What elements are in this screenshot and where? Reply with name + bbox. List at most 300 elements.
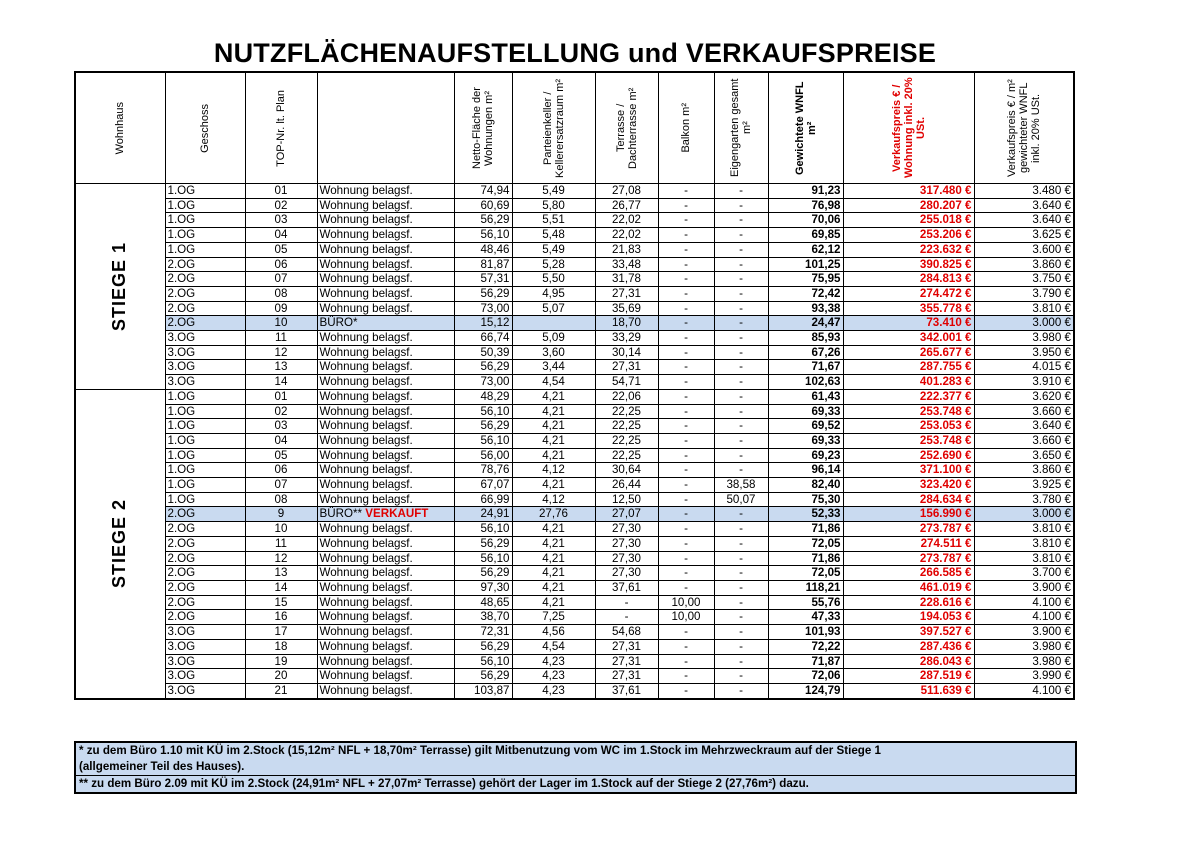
- bezeichnung-cell: [317, 536, 454, 551]
- bezeichnung-text: Wohnung belagsf.: [319, 242, 413, 256]
- keller-cell: 4,21: [512, 478, 595, 493]
- bezeichnung-cell: [317, 580, 454, 595]
- preis-m2-cell: 3.640 €: [974, 419, 1074, 434]
- geschoss-cell: 2.OG: [165, 610, 245, 625]
- header-wohnhaus: Wohnhaus: [75, 72, 165, 184]
- wnfl-cell: 70,06: [768, 213, 843, 228]
- table-row: [75, 639, 1074, 654]
- wnfl-cell: 96,14: [768, 463, 843, 478]
- garten-cell: -: [714, 419, 768, 434]
- geschoss-cell: 1.OG: [165, 404, 245, 419]
- wnfl-cell: 93,38: [768, 301, 843, 316]
- header-balkon: Balkon m²: [658, 72, 714, 184]
- bezeichnung-cell: [317, 257, 454, 272]
- preis-m2-cell: 4.100 €: [974, 595, 1074, 610]
- preis-m2-cell: 3.950 €: [974, 345, 1074, 360]
- wnfl-cell: 71,67: [768, 360, 843, 375]
- terrasse-cell: 27,30: [595, 536, 658, 551]
- top-cell: 10: [245, 522, 317, 537]
- stiege-name: STIEGE 1: [109, 241, 130, 331]
- netto-cell: 67,07: [454, 478, 512, 493]
- table-row: [75, 448, 1074, 463]
- terrasse-cell: 27,31: [595, 669, 658, 684]
- table-row: [75, 536, 1074, 551]
- bezeichnung-cell: [317, 654, 454, 669]
- table-row: [75, 566, 1074, 581]
- keller-cell: 5,07: [512, 301, 595, 316]
- geschoss-cell: 3.OG: [165, 669, 245, 684]
- preis-m2-cell: 3.900 €: [974, 625, 1074, 640]
- garten-cell: -: [714, 213, 768, 228]
- top-cell: 06: [245, 463, 317, 478]
- kaufpreis-cell: 390.825 €: [843, 257, 974, 272]
- header-netto: Netto-Fläche der Wohnungen m²: [454, 72, 512, 184]
- balkon-cell: 10,00: [658, 595, 714, 610]
- geschoss-cell: 3.OG: [165, 375, 245, 390]
- bezeichnung-cell: [317, 286, 454, 301]
- kaufpreis-cell: 228.616 €: [843, 595, 974, 610]
- preis-m2-cell: 3.810 €: [974, 536, 1074, 551]
- keller-cell: 4,54: [512, 375, 595, 390]
- top-cell: 06: [245, 257, 317, 272]
- preis-m2-cell: 3.980 €: [974, 331, 1074, 346]
- geschoss-cell: 1.OG: [165, 184, 245, 199]
- netto-cell: 56,29: [454, 639, 512, 654]
- keller-cell: 4,21: [512, 404, 595, 419]
- bezeichnung-text: Wohnung belagsf.: [319, 580, 413, 594]
- bezeichnung-cell: [317, 595, 454, 610]
- top-cell: 07: [245, 272, 317, 287]
- table-row: [75, 198, 1074, 213]
- terrasse-cell: 22,02: [595, 213, 658, 228]
- table-row: [75, 184, 1074, 199]
- kaufpreis-cell: 274.511 €: [843, 536, 974, 551]
- preis-m2-cell: 3.000 €: [974, 316, 1074, 331]
- header-keller: Parteienkeller / Kellerersatzraum m²: [512, 72, 595, 184]
- netto-cell: 66,99: [454, 492, 512, 507]
- preis-m2-cell: 3.640 €: [974, 213, 1074, 228]
- top-cell: 19: [245, 654, 317, 669]
- bezeichnung-text: BÜRO**: [319, 507, 363, 521]
- preis-m2-cell: 3.660 €: [974, 433, 1074, 448]
- balkon-cell: -: [658, 286, 714, 301]
- kaufpreis-cell: 253.748 €: [843, 433, 974, 448]
- top-cell: 16: [245, 610, 317, 625]
- header-row: [75, 72, 1074, 184]
- keller-cell: 4,54: [512, 639, 595, 654]
- bezeichnung-cell: [317, 404, 454, 419]
- preis-m2-cell: 3.860 €: [974, 257, 1074, 272]
- netto-cell: 24,91: [454, 507, 512, 522]
- terrasse-cell: 22,25: [595, 404, 658, 419]
- geschoss-cell: 3.OG: [165, 639, 245, 654]
- geschoss-cell: 2.OG: [165, 522, 245, 537]
- netto-cell: 78,76: [454, 463, 512, 478]
- bezeichnung-text: Wohnung belagsf.: [319, 198, 413, 212]
- kaufpreis-cell: 284.634 €: [843, 492, 974, 507]
- terrasse-cell: 33,48: [595, 257, 658, 272]
- kaufpreis-cell: 287.436 €: [843, 639, 974, 654]
- header-kaufpreis: Verkaufspreis € / Wohnung inkl. 20% USt.: [843, 72, 974, 184]
- balkon-cell: -: [658, 507, 714, 522]
- top-cell: 01: [245, 389, 317, 404]
- terrasse-cell: 22,06: [595, 389, 658, 404]
- bezeichnung-cell: [317, 375, 454, 390]
- wnfl-cell: 72,22: [768, 639, 843, 654]
- garten-cell: -: [714, 580, 768, 595]
- top-cell: 04: [245, 228, 317, 243]
- terrasse-cell: 54,71: [595, 375, 658, 390]
- header-bezeichnung: [317, 72, 454, 184]
- terrasse-cell: 35,69: [595, 301, 658, 316]
- table-row: [75, 404, 1074, 419]
- table-row: [75, 316, 1074, 331]
- preis-m2-cell: 3.810 €: [974, 551, 1074, 566]
- kaufpreis-cell: 274.472 €: [843, 286, 974, 301]
- keller-cell: [512, 316, 595, 331]
- table-row: [75, 286, 1074, 301]
- table-row: [75, 228, 1074, 243]
- preis-m2-cell: 3.910 €: [974, 375, 1074, 390]
- balkon-cell: -: [658, 492, 714, 507]
- keller-cell: 5,50: [512, 272, 595, 287]
- top-cell: 03: [245, 419, 317, 434]
- netto-cell: 72,31: [454, 625, 512, 640]
- terrasse-cell: 27,31: [595, 639, 658, 654]
- table-row: [75, 331, 1074, 346]
- bezeichnung-cell: [317, 492, 454, 507]
- bezeichnung-text: BÜRO*: [319, 316, 358, 330]
- wnfl-cell: 118,21: [768, 580, 843, 595]
- balkon-cell: -: [658, 389, 714, 404]
- kaufpreis-cell: 401.283 €: [843, 375, 974, 390]
- garten-cell: -: [714, 654, 768, 669]
- garten-cell: -: [714, 463, 768, 478]
- header-top: TOP-Nr. lt. Plan: [245, 72, 317, 184]
- top-cell: 13: [245, 566, 317, 581]
- wnfl-cell: 72,06: [768, 669, 843, 684]
- bezeichnung-cell: [317, 610, 454, 625]
- terrasse-cell: 27,30: [595, 566, 658, 581]
- terrasse-cell: 33,29: [595, 331, 658, 346]
- netto-cell: 103,87: [454, 683, 512, 698]
- netto-cell: 56,29: [454, 536, 512, 551]
- top-cell: 08: [245, 286, 317, 301]
- garten-cell: -: [714, 595, 768, 610]
- bezeichnung-text: Wohnung belagsf.: [319, 463, 413, 477]
- preis-m2-cell: 3.000 €: [974, 507, 1074, 522]
- terrasse-cell: 22,25: [595, 419, 658, 434]
- geschoss-cell: 2.OG: [165, 595, 245, 610]
- geschoss-cell: 2.OG: [165, 580, 245, 595]
- wnfl-cell: 71,86: [768, 551, 843, 566]
- kaufpreis-cell: 287.755 €: [843, 360, 974, 375]
- garten-cell: -: [714, 198, 768, 213]
- netto-cell: 81,87: [454, 257, 512, 272]
- garten-cell: -: [714, 522, 768, 537]
- garten-cell: -: [714, 433, 768, 448]
- wnfl-cell: 69,33: [768, 404, 843, 419]
- bezeichnung-cell: [317, 198, 454, 213]
- geschoss-cell: 1.OG: [165, 463, 245, 478]
- bezeichnung-cell: [317, 522, 454, 537]
- top-cell: 09: [245, 301, 317, 316]
- garten-cell: -: [714, 551, 768, 566]
- terrasse-cell: 22,02: [595, 228, 658, 243]
- table-row: [75, 551, 1074, 566]
- balkon-cell: -: [658, 345, 714, 360]
- garten-cell: -: [714, 625, 768, 640]
- balkon-cell: -: [658, 669, 714, 684]
- preis-m2-cell: 3.810 €: [974, 522, 1074, 537]
- bezeichnung-cell: [317, 625, 454, 640]
- bezeichnung-text: Wohnung belagsf.: [319, 478, 413, 492]
- garten-cell: -: [714, 683, 768, 698]
- wnfl-cell: 69,23: [768, 448, 843, 463]
- garten-cell: -: [714, 228, 768, 243]
- table-row: [75, 669, 1074, 684]
- preis-m2-cell: 4.100 €: [974, 610, 1074, 625]
- netto-cell: 56,00: [454, 448, 512, 463]
- bezeichnung-cell: [317, 639, 454, 654]
- keller-cell: 5,51: [512, 213, 595, 228]
- balkon-cell: -: [658, 683, 714, 698]
- wnfl-cell: 72,42: [768, 286, 843, 301]
- garten-cell: -: [714, 360, 768, 375]
- keller-cell: 5,80: [512, 198, 595, 213]
- table-row: [75, 360, 1074, 375]
- netto-cell: 50,39: [454, 345, 512, 360]
- geschoss-cell: 2.OG: [165, 316, 245, 331]
- bezeichnung-text: Wohnung belagsf.: [319, 448, 413, 462]
- keller-cell: 4,21: [512, 522, 595, 537]
- kaufpreis-cell: 461.019 €: [843, 580, 974, 595]
- keller-cell: 27,76: [512, 507, 595, 522]
- balkon-cell: -: [658, 331, 714, 346]
- header-garten: Eigengarten gesamt m²: [714, 72, 768, 184]
- preis-m2-cell: 3.790 €: [974, 286, 1074, 301]
- balkon-cell: -: [658, 375, 714, 390]
- kaufpreis-cell: 273.787 €: [843, 522, 974, 537]
- bezeichnung-text: Wohnung belagsf.: [319, 639, 413, 653]
- keller-cell: 4,21: [512, 419, 595, 434]
- table-row: [75, 375, 1074, 390]
- geschoss-cell: 1.OG: [165, 228, 245, 243]
- kaufpreis-cell: 317.480 €: [843, 184, 974, 199]
- table-row: [75, 478, 1074, 493]
- kaufpreis-cell: 342.001 €: [843, 331, 974, 346]
- header-terrasse: Terrasse / Dachterrasse m²: [595, 72, 658, 184]
- wnfl-cell: 69,52: [768, 419, 843, 434]
- bezeichnung-cell: [317, 419, 454, 434]
- netto-cell: 56,10: [454, 551, 512, 566]
- keller-cell: 3,44: [512, 360, 595, 375]
- top-cell: 05: [245, 448, 317, 463]
- bezeichnung-text: Wohnung belagsf.: [319, 228, 413, 242]
- keller-cell: 5,49: [512, 242, 595, 257]
- geschoss-cell: 1.OG: [165, 433, 245, 448]
- balkon-cell: -: [658, 316, 714, 331]
- terrasse-cell: 31,78: [595, 272, 658, 287]
- bezeichnung-text: Wohnung belagsf.: [319, 433, 413, 447]
- balkon-cell: -: [658, 257, 714, 272]
- garten-cell: -: [714, 257, 768, 272]
- garten-cell: -: [714, 331, 768, 346]
- terrasse-cell: 26,44: [595, 478, 658, 493]
- header-geschoss: Geschoss: [165, 72, 245, 184]
- bezeichnung-text: Wohnung belagsf.: [319, 389, 413, 403]
- kaufpreis-cell: 73.410 €: [843, 316, 974, 331]
- balkon-cell: -: [658, 213, 714, 228]
- balkon-cell: -: [658, 404, 714, 419]
- table-row: [75, 345, 1074, 360]
- top-cell: 21: [245, 683, 317, 698]
- geschoss-cell: 3.OG: [165, 360, 245, 375]
- table-row: [75, 654, 1074, 669]
- netto-cell: 38,70: [454, 610, 512, 625]
- top-cell: 03: [245, 213, 317, 228]
- table-row: [75, 463, 1074, 478]
- garten-cell: -: [714, 404, 768, 419]
- balkon-cell: -: [658, 228, 714, 243]
- bezeichnung-cell: [317, 448, 454, 463]
- table-row: [75, 507, 1074, 522]
- table-row: [75, 242, 1074, 257]
- top-cell: 08: [245, 492, 317, 507]
- garten-cell: 50,07: [714, 492, 768, 507]
- garten-cell: -: [714, 316, 768, 331]
- top-cell: 05: [245, 242, 317, 257]
- geschoss-cell: 3.OG: [165, 683, 245, 698]
- netto-cell: 56,10: [454, 654, 512, 669]
- preis-m2-cell: 3.750 €: [974, 272, 1074, 287]
- footnote-2: ** zu dem Büro 2.09 mit KÜ im 2.Stock (24,91m² NFL + 27,07m² Terrasse) gehört der Lager im 1.Stock auf der Stiege 2 (27,76m²) dazu.: [76, 775, 1075, 792]
- geschoss-cell: 3.OG: [165, 654, 245, 669]
- preis-m2-cell: 3.810 €: [974, 301, 1074, 316]
- wnfl-cell: 82,40: [768, 478, 843, 493]
- terrasse-cell: 26,77: [595, 198, 658, 213]
- geschoss-cell: 2.OG: [165, 286, 245, 301]
- geschoss-cell: 2.OG: [165, 566, 245, 581]
- netto-cell: 48,46: [454, 242, 512, 257]
- geschoss-cell: 2.OG: [165, 536, 245, 551]
- balkon-cell: -: [658, 536, 714, 551]
- balkon-cell: -: [658, 184, 714, 199]
- kaufpreis-cell: 222.377 €: [843, 389, 974, 404]
- garten-cell: -: [714, 272, 768, 287]
- bezeichnung-cell: [317, 683, 454, 698]
- wnfl-cell: 101,25: [768, 257, 843, 272]
- terrasse-cell: 21,83: [595, 242, 658, 257]
- netto-cell: 56,29: [454, 213, 512, 228]
- bezeichnung-text: Wohnung belagsf.: [319, 184, 413, 197]
- netto-cell: 56,29: [454, 669, 512, 684]
- bezeichnung-cell: [317, 389, 454, 404]
- bezeichnung-cell: [317, 228, 454, 243]
- bezeichnung-text: Wohnung belagsf.: [319, 654, 413, 668]
- wnfl-cell: 69,85: [768, 228, 843, 243]
- preis-m2-cell: 3.650 €: [974, 448, 1074, 463]
- top-cell: 07: [245, 478, 317, 493]
- geschoss-cell: 2.OG: [165, 551, 245, 566]
- keller-cell: 4,56: [512, 625, 595, 640]
- terrasse-cell: 30,14: [595, 345, 658, 360]
- preis-m2-cell: 3.860 €: [974, 463, 1074, 478]
- kaufpreis-cell: 286.043 €: [843, 654, 974, 669]
- keller-cell: 4,21: [512, 551, 595, 566]
- bezeichnung-text: Wohnung belagsf.: [319, 404, 413, 418]
- netto-cell: 56,29: [454, 566, 512, 581]
- stiege1-label: [75, 184, 165, 390]
- kaufpreis-cell: 287.519 €: [843, 669, 974, 684]
- top-cell: 04: [245, 433, 317, 448]
- stiege-name: STIEGE 2: [109, 499, 130, 589]
- garten-cell: -: [714, 507, 768, 522]
- garten-cell: -: [714, 389, 768, 404]
- balkon-cell: -: [658, 522, 714, 537]
- preis-m2-cell: 4.015 €: [974, 360, 1074, 375]
- wnfl-cell: 67,26: [768, 345, 843, 360]
- bezeichnung-text: Wohnung belagsf.: [319, 551, 413, 565]
- balkon-cell: -: [658, 360, 714, 375]
- netto-cell: 48,29: [454, 389, 512, 404]
- preis-m2-cell: 3.700 €: [974, 566, 1074, 581]
- bezeichnung-cell: [317, 669, 454, 684]
- balkon-cell: -: [658, 433, 714, 448]
- geschoss-cell: 1.OG: [165, 213, 245, 228]
- balkon-cell: -: [658, 654, 714, 669]
- netto-cell: 97,30: [454, 580, 512, 595]
- bezeichnung-cell: [317, 316, 454, 331]
- kaufpreis-cell: 397.527 €: [843, 625, 974, 640]
- wnfl-cell: 85,93: [768, 331, 843, 346]
- terrasse-cell: 37,61: [595, 580, 658, 595]
- netto-cell: 56,29: [454, 286, 512, 301]
- preis-m2-cell: 3.925 €: [974, 478, 1074, 493]
- kaufpreis-cell: 280.207 €: [843, 198, 974, 213]
- terrasse-cell: 27,31: [595, 654, 658, 669]
- kaufpreis-cell: 252.690 €: [843, 448, 974, 463]
- netto-cell: 48,65: [454, 595, 512, 610]
- garten-cell: -: [714, 448, 768, 463]
- balkon-cell: -: [658, 198, 714, 213]
- bezeichnung-cell: [317, 331, 454, 346]
- balkon-cell: -: [658, 478, 714, 493]
- garten-cell: -: [714, 184, 768, 199]
- preis-m2-cell: 3.980 €: [974, 639, 1074, 654]
- bezeichnung-text: Wohnung belagsf.: [319, 683, 413, 697]
- terrasse-cell: 27,07: [595, 507, 658, 522]
- table-row: [75, 213, 1074, 228]
- terrasse-cell: 22,25: [595, 448, 658, 463]
- table-row: [75, 257, 1074, 272]
- geschoss-cell: 3.OG: [165, 345, 245, 360]
- netto-cell: 56,29: [454, 419, 512, 434]
- keller-cell: 4,21: [512, 389, 595, 404]
- terrasse-cell: 12,50: [595, 492, 658, 507]
- bezeichnung-text: Wohnung belagsf.: [319, 595, 413, 609]
- kaufpreis-cell: 273.787 €: [843, 551, 974, 566]
- top-cell: 18: [245, 639, 317, 654]
- keller-cell: 4,95: [512, 286, 595, 301]
- bezeichnung-cell: [317, 345, 454, 360]
- bezeichnung-cell: [317, 360, 454, 375]
- keller-cell: 5,48: [512, 228, 595, 243]
- bezeichnung-text: Wohnung belagsf.: [319, 286, 413, 300]
- terrasse-cell: 27,31: [595, 286, 658, 301]
- keller-cell: 4,12: [512, 463, 595, 478]
- netto-cell: 60,69: [454, 198, 512, 213]
